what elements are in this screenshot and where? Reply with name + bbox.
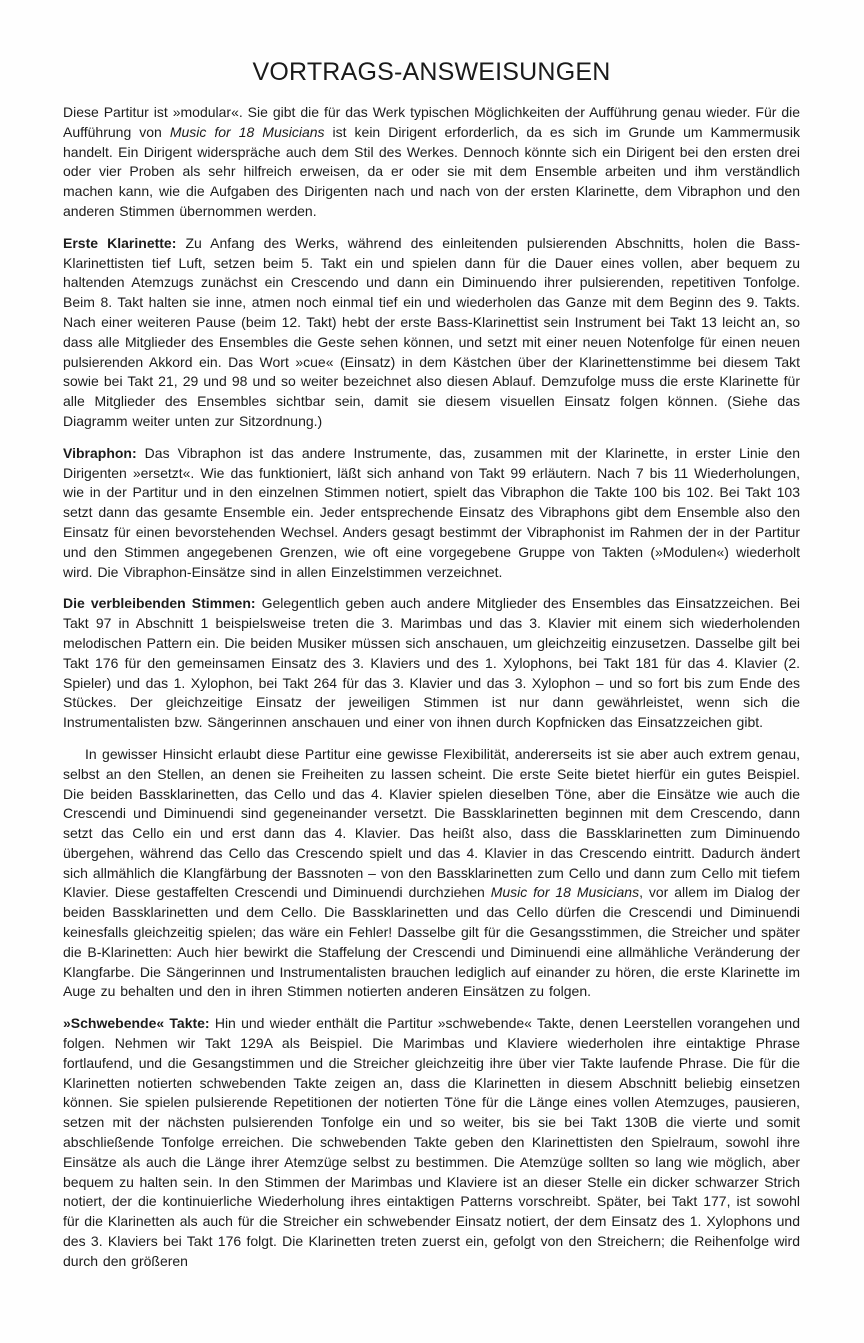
paragraph-text: In gewisser Hinsicht erlaubt diese Partitur eine gewisse Flexibilität, andererseits ist sie aber auch extrem genau, selbst an den Stellen, an denen sie Freiheiten zu lassen scheint. Die erste Seite bietet hierfür ein gutes Beispiel. Die beiden Bassklarinetten, das Cello und das 4. Klavier spielen dieselben Töne, aber die Einsätze wie auch die Crescendi und Diminuendi sind gegeneinander versetzt. Die Bassklarinetten beginnen mit dem Crescendo, dann setzt das Cello ein und erst dann das 4. Klavier. Das heißt also, dass die Bassklarinetten zum Diminuendo übergehen, während das Cello das Crescendo spielt und das 4. Klavier in das Crescendo eintritt. Dadurch ändert sich allmählich die Klangfärbung der Bassnoten – von den Bassklarinetten zum Cello und dann zum Cello mit tiefem Klavier. Diese gestaffelten Crescendi und Diminuendi durchziehen [63,745,800,901]
paragraph-text: , vor allem im Dialog der beiden Bassklarinetten und dem Cello. Die Bassklarinetten und das Cello dürfen die Crescendi und Diminuendi keinesfalls gleichzeitig spielen; das wäre ein Fehler! Dasselbe gilt für die Gesangsstimmen, die Streicher und später die B-Klarinetten: Auch hier bewirkt die Staffelung der Crescendi und Diminuendi eine allmähliche Veränderung der Klangfarbe. Die Sängerinnen und Instrumentalisten brauchen lediglich auf einander zu hören, die erste Klarinette im Auge zu behalten und den in ihren Stimmen notierten anderen Einsätzen zu folgen. [63,884,801,1000]
work-title-italic: Music for 18 Musicians [490,884,640,901]
paragraph-lead: Vibraphon: [63,444,137,461]
paragraph-intro [63,103,800,222]
paragraph-lead: »Schwebende« Takte: [63,1015,210,1032]
page-title: VORTRAGS-ANSWEISUNGEN [252,58,611,86]
paragraph-text: Das Vibraphon ist das andere Instrumente, das, zusammen mit der Klarinette, in erster Linie den Dirigenten »ersetzt«. Wie das funktioniert, läßt sich anhand von Takt 99 erläutern. Nach 7 bis 11 Wiederholungen, wie in der Partitur und in den einzelnen Stimmen notiert, spielt das Vibraphon die Takte 100 bis 102. Bei Takt 103 setzt dann das gesamte Ensemble ein. Jeder entsprechende Einsatz des Vibraphons gibt dem Ensemble also den Einsatz für einen bevorstehenden Wechsel. Anders gesagt bestimmt der Vibraphonist im Rahmen der in der Partitur und den Stimmen angegebenen Grenzen, wie oft eine vorgegebene Gruppe von Takten (»Modulen«) wiederholt wird. Die Vibraphon-Einsätze sind in allen Einzelstimmen verzeichnet. [63,444,800,580]
paragraph-lead: Die verbleibenden Stimmen: [63,595,256,612]
paragraph-lead: Erste Klarinette: [63,234,177,251]
paragraph-vibraphon [63,444,800,583]
work-title-italic: Music for 18 Musicians [169,123,325,140]
paragraph-text: Hin und wieder enthält die Partitur »schwebende« Takte, denen Leerstellen vorangehen und folgen. Nehmen wir Takt 129A als Beispiel. Die Marimbas und Klaviere wiederholen ihre eintaktige Phrase fortlaufend, und die Gesangstimmen und die Streicher gleichzeitig ihre über vier Takte laufende Phrase. Die für die Klarinetten notierten schwebenden Takte zeigen an, dass die Klarinetten in diesem Abschnitt beliebig einsetzen können. Sie spielen pulsierende Repetitionen der notierten Töne für die Länge eines vollen Atemzuges, pausieren, setzen mit der nächsten pulsierenden Tonfolge ein und so weiter, bis sie bei Takt 130B die vierte und somit abschließende Tonfolge erreichen. Die schwebenden Takte geben den Klarinettisten den Spielraum, sowohl ihre Einsätze als auch die Länge ihrer Atemzüge selbst zu bestimmen. Die Atemzüge sollten so lang wie möglich, aber bequem zu halten sein. In den Stimmen der Marimbas und Klaviere ist an dieser Stelle ein dicker schwarzer Strich notiert, der die kontinuierliche Wiederholung ihres eintaktigen Patterns vorschreibt. Später, bei Takt 177, ist sowohl für die Klarinetten als auch für die Streicher ein schwebender Einsatz notiert, der dem Einsatz des 1. Xylophons und des 3. Klaviers bei Takt 176 folgt. Die Klarinetten treten zuerst ein, gefolgt von den Streichern; die Reihenfolge wird durch den größeren [63,1015,800,1269]
paragraph-schwebende-takte [63,1014,800,1271]
paragraph-verbleibende-stimmen [63,594,800,733]
paragraph-text: Gelegentlich geben auch andere Mitglieder des Ensembles das Einsatzzeichen. Bei Takt 97 in Abschnitt 1 beispielsweise treten die 3. Marimbas und das 3. Klavier mit einem sich wiederholenden melodischen Pattern ein. Die beiden Musiker müssen sich anschauen, um gleichzeitig einzusetzen. Dasselbe gilt bei Takt 176 für den gemeinsamen Einsatz des 3. Klaviers und des 1. Xylophons, bei Takt 181 für das 4. Klavier (2. Spieler) und das 1. Xylophon, bei Takt 264 für das 3. Klavier und das 3. Xylophon – und so fort bis zum Ende des Stückes. Der gleichzeitige Einsatz der jeweiligen Stimmen ist nur dann gewährleistet, wenn sich die Instrumentalisten bzw. Sängerinnen anschauen und einer von ihnen durch Kopfnicken das Einsatzzeichen gibt. [63,595,800,731]
paragraph-flexibilitaet [63,745,800,1002]
paragraph-text: ist kein Dirigent erforderlich, da es sich im Grunde um Kammermusik handelt. Ein Dirigent widerspräche auch dem Stil des Werkes. Dennoch könnte sich ein Dirigent bei den ersten drei oder vier Proben als sehr hilfreich erweisen, da er oder sie mit dem Ensemble arbeiten und ihm verständlich machen kann, wie die Aufgaben des Dirigenten nach und nach von der ersten Klarinette, dem Vibraphon und den anderen Stimmen übernommen werden. [63,123,800,219]
paragraph-erste-klarinette [63,234,800,432]
paragraph-text: Zu Anfang des Werks, während des einleitenden pulsierenden Abschnitts, holen die Bass-Klarinettisten tief Luft, setzen beim 5. Takt ein und spielen dann für die Dauer eines vollen, aber bequem zu haltenden Atemzugs zunächst ein Crescendo und dann ein Diminuendo ihrer pulsierenden, repetitiven Tonfolge. Beim 8. Takt halten sie inne, atmen noch einmal tief ein und wiederholen das Ganze mit dem Beginn des 9. Takts. Nach einer weiteren Pause (beim 12. Takt) hebt der erste Bass-Klarinettist sein Instrument bei Takt 13 leicht an, so dass alle Mitglieder des Ensembles die Geste sehen können, und setzt mit einer neuen Notenfolge für einen neuen pulsierenden Akkord ein. Das Wort »cue« (Einsatz) in dem Kästchen über der Klarinettenstimme bei diesem Takt sowie bei Takt 21, 29 und 98 und so weiter bezeichnet also diesen Ablauf. Demzufolge muss die erste Klarinette für alle Mitglieder des Ensembles sichtbar sein, damit sie diesem visuellen Einsatz folgen können. (Siehe das Diagramm weiter unten zur Sitzordnung.) [63,234,800,429]
paragraph-text: Diese Partitur ist »modular«. Sie gibt die für das Werk typischen Möglichkeiten der Aufführung genau wieder. Für die Aufführung von [63,104,800,140]
